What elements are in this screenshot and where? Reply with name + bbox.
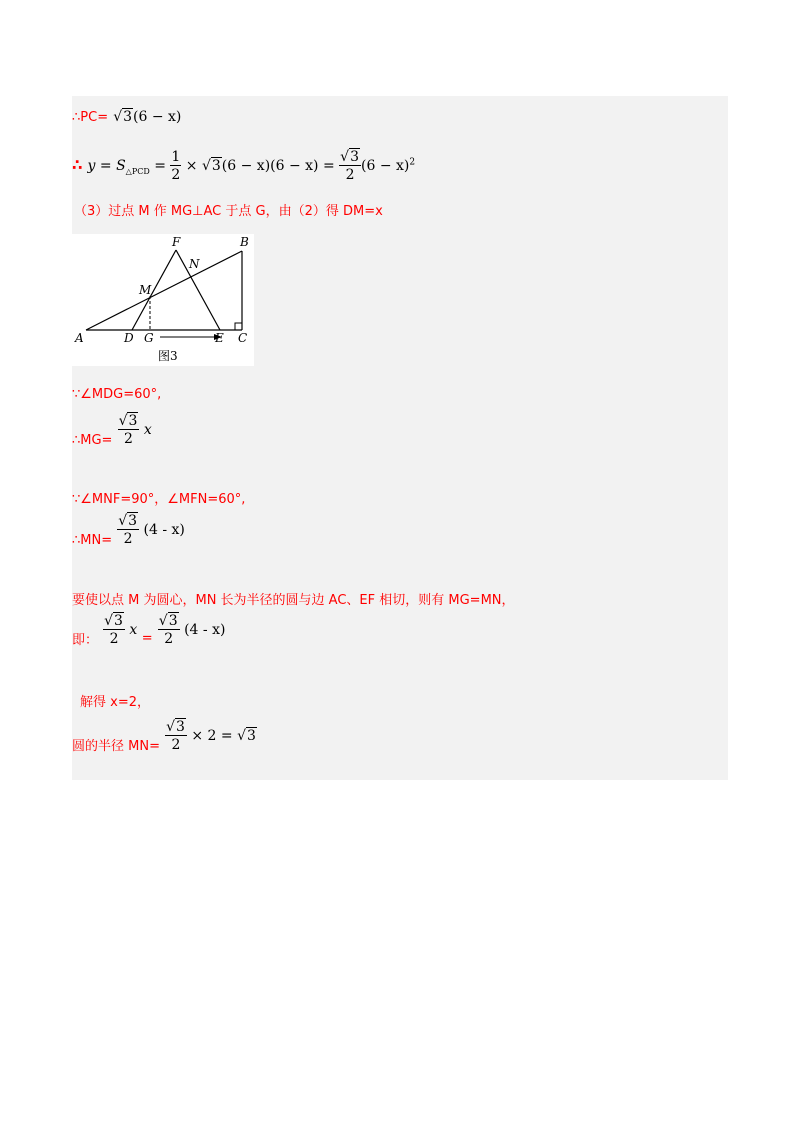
label-n: N (189, 257, 200, 271)
mn-prefix: ∴MN= (72, 533, 113, 548)
y-formula: $y = S_{\triangle PCD}$ = $\frac{1}{2}$ × √3(6 − x)(6 − x) = $\frac{√3}{2}$ $(6 - x)^2$ (87, 149, 416, 183)
y-expr-left: y = S (87, 158, 126, 174)
tangent-condition: 要使以点 M 为圆心，MN 长为半径的圆与边 AC、EF 相切，则有 MG=MN， (72, 593, 515, 608)
radius-prefix: 圆的半径 MN= (72, 739, 160, 754)
pc-prefix: ∴PC= (72, 110, 109, 125)
ji-prefix: 即： (72, 633, 99, 648)
label-c: C (238, 331, 248, 345)
pc-line (72, 106, 181, 125)
fraction-one-half: $\frac{1}{2}$ (171, 149, 181, 183)
times-sign: × (185, 158, 198, 174)
label-b: B (240, 235, 249, 249)
right-angle-mark (235, 323, 242, 330)
part3-text: （3）过点 M 作 MG⊥AC 于点 G，由（2）得 DM=x (74, 204, 383, 219)
radius-line (72, 720, 257, 754)
y-formula-line (72, 150, 415, 182)
mg-line (72, 414, 152, 448)
label-a: A (75, 331, 84, 345)
mn-line (72, 514, 185, 548)
solve-text: 解得 x=2， (80, 695, 150, 710)
equation-right: $\frac{√3}{2}$ (4 - x) (158, 613, 226, 647)
y-subscript: △PCD (125, 166, 150, 176)
label-m: M (139, 283, 152, 297)
label-g: G (144, 331, 154, 345)
y-mid-tail: (6 − x)(6 − x) = (221, 158, 335, 174)
label-f: F (172, 235, 181, 249)
sqrt-radicand: 3 (123, 109, 133, 125)
radius-expression: $\frac{√3}{2}$ × 2 = √3 (166, 719, 256, 753)
angle-mnf-line: ∵∠MNF=90°，∠MFN=60°, (72, 492, 246, 507)
mg-prefix: ∴MG= (72, 433, 113, 448)
solution-panel (72, 96, 728, 780)
figure-3 (72, 234, 254, 366)
equation-left: $\frac{√3}{2}$ x (104, 613, 138, 647)
pc-expression: √3(6 − x) (113, 109, 182, 125)
label-d: D (124, 331, 134, 345)
mg-expression: $\frac{√3}{2}$ x (118, 413, 152, 447)
angle-mdg-line: ∵∠MDG=60°, (72, 387, 162, 402)
pc-expr-tail: (6 − x) (133, 109, 182, 125)
equation-line (72, 614, 225, 648)
mn-expression: $\frac{√3}{2}$ (4 - x) (118, 513, 185, 547)
y-right-tail: (6 − x) (361, 158, 410, 174)
label-e: E (215, 331, 224, 345)
y-eq-1: = (154, 158, 166, 174)
therefore-symbol: ∴ (72, 156, 83, 174)
fraction-sqrt3-over-2: $\frac{√3}{2}$ (340, 149, 359, 183)
figure-caption: 图3 (158, 349, 178, 363)
y-power: 2 (409, 157, 416, 168)
line-ab (86, 251, 242, 330)
equals-sign: = (141, 631, 153, 646)
